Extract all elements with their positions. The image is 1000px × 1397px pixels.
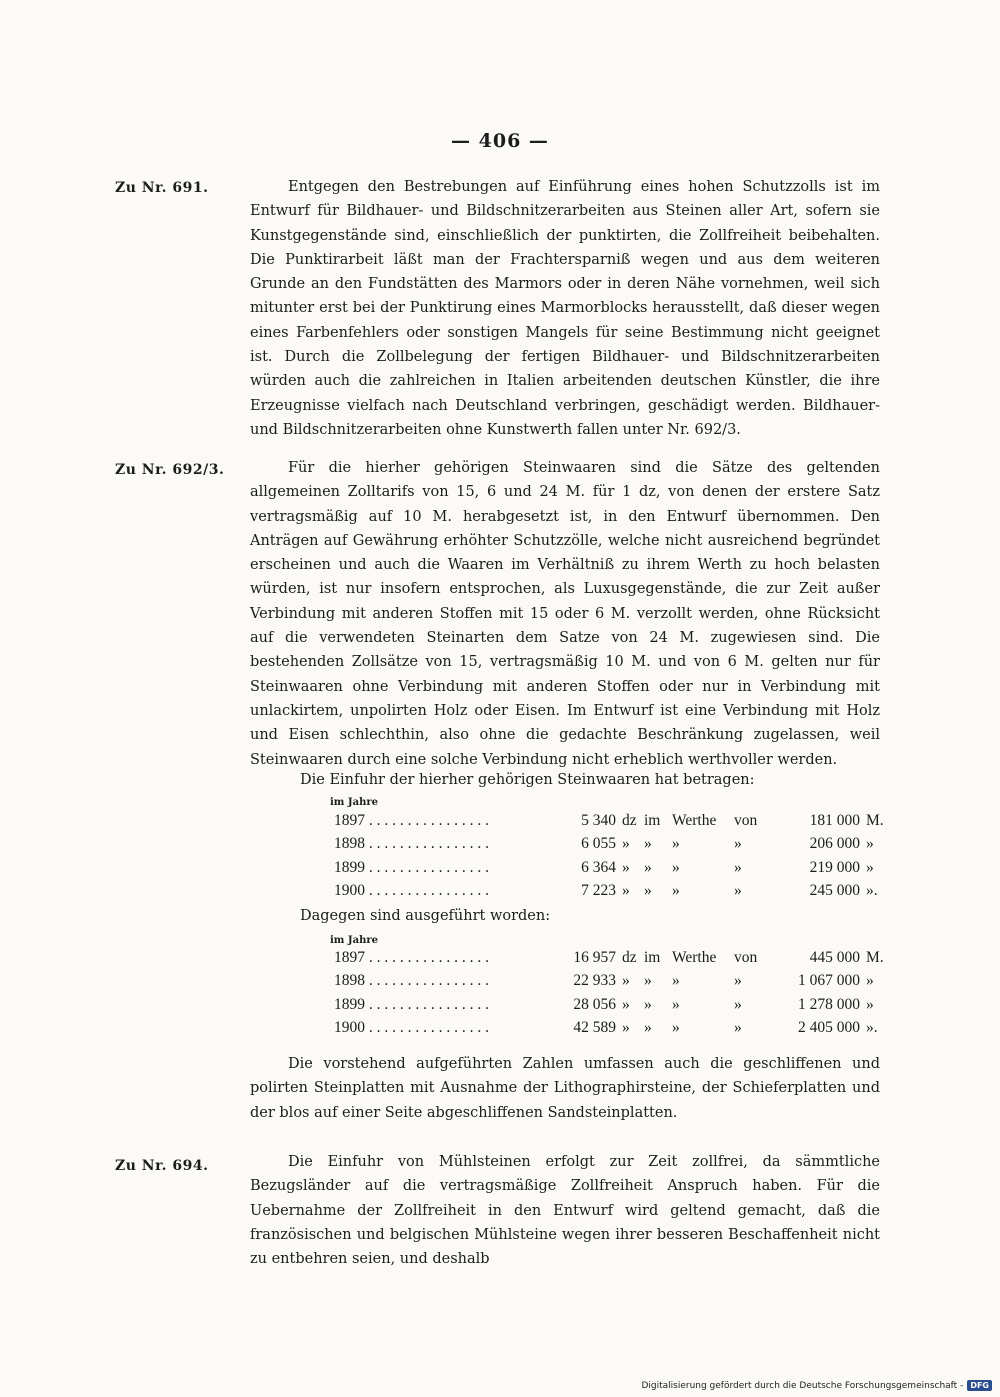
year-cell: 1897 . . . . . . . . . . . . . . . . [334, 948, 489, 966]
value-cell: 445 000 [809, 948, 860, 966]
section-body-691 [250, 175, 880, 442]
table-row [334, 809, 886, 833]
quantity-cell: 6 364 [581, 858, 616, 876]
werthe-cell: » [672, 882, 680, 900]
von-cell: » [734, 835, 742, 853]
im-cell: » [644, 882, 652, 900]
im-cell: im [644, 948, 661, 966]
table-row [334, 946, 886, 970]
table-row [334, 1017, 886, 1041]
currency-cell: M. [866, 948, 884, 966]
table-row [334, 880, 886, 904]
quantity-cell: 22 933 [573, 972, 616, 990]
exports-year-header: im Jahre [330, 935, 378, 946]
section-body-692-3 [250, 456, 880, 772]
year-cell: 1898 . . . . . . . . . . . . . . . . [334, 972, 489, 990]
von-cell: von [734, 811, 758, 829]
quantity-cell: 5 340 [581, 811, 616, 829]
im-cell: » [644, 972, 652, 990]
value-cell: 1 067 000 [798, 972, 860, 990]
exports-intro: Dagegen sind ausgeführt worden: [300, 908, 551, 924]
currency-cell: » [866, 835, 874, 853]
dfg-logo-icon: DFG [967, 1380, 992, 1391]
year-cell: 1898 . . . . . . . . . . . . . . . . [334, 835, 489, 853]
unit-cell: » [622, 882, 630, 900]
werthe-cell: Werthe [672, 811, 717, 829]
quantity-cell: 6 055 [581, 835, 616, 853]
currency-cell: » [866, 972, 874, 990]
year-cell: 1897 . . . . . . . . . . . . . . . . [334, 811, 489, 829]
year-cell: 1900 . . . . . . . . . . . . . . . . [334, 882, 489, 900]
imports-intro: Die Einfuhr der hierher gehörigen Steinwaaren hat betragen: [300, 772, 755, 788]
currency-cell: » [866, 995, 874, 1013]
currency-cell: ». [866, 882, 878, 900]
after-tables-text [250, 1052, 880, 1125]
paragraph: Für die hierher gehörigen Steinwaaren sind die Sätze des geltenden allgemeinen Zolltarifs von 15, 6 und 24 M. für 1 dz, von denen der erstere Satz vertragsmäßig auf 10 M. herabgesetzt ist, in den Entwurf übernommen. Den Anträgen auf Gewährung erhöhter Schutzzölle, welche nicht ausreichend begründet erscheinen und auch die Waaren im Verhältniß zu ihrem Werth zu hoch belasten würden, ist nur insofern entsprochen, als Luxusgegenstände, die zur Zeit außer Verbindung mit anderen Stoffen mit 15 oder 6 M. verzollt werden, ohne Rücksicht auf die verwendeten Steinarten dem Satze von 24 M. zugewiesen sind. Die bestehenden Zollsätze von 15, vertragsmäßig 10 M. und von 6 M. gelten nur für Steinwaaren ohne Verbindung mit anderen Stoffen oder nur in Verbindung mit unlackirtem, unpolirten Holz oder Eisen. Im Entwurf ist eine Verbindung mit Holz und Eisen schlechthin, also ohne die gedachte Beschränkung zugelassen, weil Steinwaaren durch eine solche Verbindung nicht erheblich werthvoller werden. [250, 460, 880, 768]
exports-table [334, 946, 886, 1040]
unit-cell: dz [622, 948, 637, 966]
von-cell: von [734, 948, 758, 966]
werthe-cell: Werthe [672, 948, 717, 966]
page-number: — 406 — [451, 130, 549, 152]
im-cell: » [644, 1019, 652, 1037]
section-label-692-3: Zu Nr. 692/3. [115, 462, 225, 478]
unit-cell: » [622, 1019, 630, 1037]
imports-table [334, 809, 886, 903]
digitization-footer [641, 1380, 992, 1391]
werthe-cell: » [672, 972, 680, 990]
paragraph: Die vorstehend aufgeführten Zahlen umfassen auch die geschliffenen und polirten Steinplatten mit Ausnahme der Lithographirsteine, der Schieferplatten und der blos auf einer Seite abgeschliffenen Sandsteinplatten. [250, 1056, 880, 1121]
value-cell: 181 000 [809, 811, 860, 829]
quantity-cell: 7 223 [581, 882, 616, 900]
quantity-cell: 16 957 [573, 948, 616, 966]
im-cell: » [644, 835, 652, 853]
value-cell: 2 405 000 [798, 1019, 860, 1037]
unit-cell: » [622, 835, 630, 853]
werthe-cell: » [672, 995, 680, 1013]
unit-cell: » [622, 972, 630, 990]
value-cell: 219 000 [809, 858, 860, 876]
value-cell: 245 000 [809, 882, 860, 900]
paragraph: Entgegen den Bestrebungen auf Einführung eines hohen Schutzzolls ist im Entwurf für Bildhauer- und Bildschnitzerarbeiten aus Steinen aller Art, sofern sie Kunstgegenstände sind, einschließlich der punktirten, die Zollfreiheit beibehalten. Die Punktirarbeit läßt man der Frachtersparniß wegen und aus dem weiteren Grunde an den Fundstätten des Marmors oder in deren Nähe vornehmen, weil sich mitunter erst bei der Punktirung eines Marmorblocks herausstellt, daß dieser wegen eines Farbenfehlers oder sonstigen Mangels für seine Bestimmung nicht geeignet ist. Durch die Zollbelegung der fertigen Bildhauer- und Bildschnitzerarbeiten würden auch die zahlreichen in Italien arbeitenden deutschen Künstler, die ihre Erzeugnisse vielfach nach Deutschland verbringen, geschädigt werden. Bildhauer- und Bildschnitzerarbeiten ohne Kunstwerth fallen unter Nr. 692/3. [250, 179, 880, 438]
currency-cell: » [866, 858, 874, 876]
werthe-cell: » [672, 1019, 680, 1037]
im-cell: im [644, 811, 661, 829]
unit-cell: dz [622, 811, 637, 829]
section-label-691: Zu Nr. 691. [115, 180, 209, 196]
paragraph: Die Einfuhr von Mühlsteinen erfolgt zur Zeit zollfrei, da sämmtliche Bezugsländer auf die vertragsmäßige Zollfreiheit Anspruch haben. Für die Uebernahme der Zollfreiheit in den Entwurf wird geltend gemacht, daß die französischen und belgischen Mühlsteine wegen ihrer besseren Beschaffenheit nicht zu entbehren seien, und deshalb [250, 1154, 880, 1268]
value-cell: 1 278 000 [798, 995, 860, 1013]
quantity-cell: 42 589 [573, 1019, 616, 1037]
von-cell: » [734, 995, 742, 1013]
value-cell: 206 000 [809, 835, 860, 853]
unit-cell: » [622, 995, 630, 1013]
table-row [334, 970, 886, 994]
im-cell: » [644, 995, 652, 1013]
footer-text: Digitalisierung gefördert durch die Deutsche Forschungsgemeinschaft - [641, 1380, 964, 1391]
table-row [334, 833, 886, 857]
currency-cell: ». [866, 1019, 878, 1037]
imports-year-header: im Jahre [330, 797, 378, 808]
currency-cell: M. [866, 811, 884, 829]
year-cell: 1900 . . . . . . . . . . . . . . . . [334, 1019, 489, 1037]
year-cell: 1899 . . . . . . . . . . . . . . . . [334, 858, 489, 876]
im-cell: » [644, 858, 652, 876]
section-label-694: Zu Nr. 694. [115, 1158, 209, 1174]
von-cell: » [734, 858, 742, 876]
table-row [334, 856, 886, 880]
werthe-cell: » [672, 835, 680, 853]
von-cell: » [734, 1019, 742, 1037]
section-body-694 [250, 1150, 880, 1271]
von-cell: » [734, 882, 742, 900]
quantity-cell: 28 056 [573, 995, 616, 1013]
unit-cell: » [622, 858, 630, 876]
werthe-cell: » [672, 858, 680, 876]
table-row [334, 993, 886, 1017]
von-cell: » [734, 972, 742, 990]
year-cell: 1899 . . . . . . . . . . . . . . . . [334, 995, 489, 1013]
